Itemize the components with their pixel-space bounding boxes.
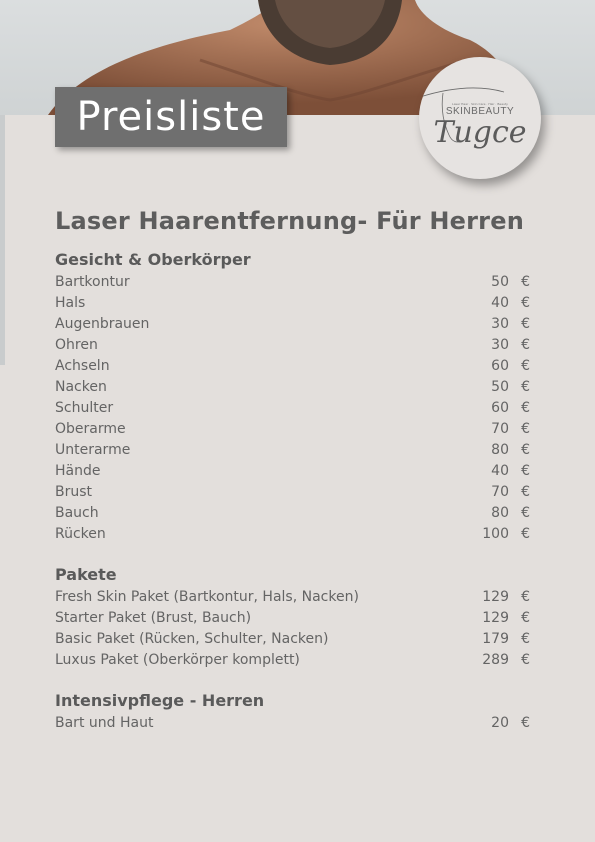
price (491, 295, 530, 311)
price-amount: 40 (491, 294, 509, 311)
price (491, 379, 530, 395)
price (491, 274, 530, 290)
currency-symbol: € (521, 273, 530, 290)
currency-symbol: € (521, 588, 530, 605)
service-name: Achseln (55, 357, 110, 374)
currency-symbol: € (521, 315, 530, 332)
price-amount: 50 (491, 273, 509, 290)
price (491, 400, 530, 416)
price-row (55, 313, 530, 334)
service-name: Rücken (55, 525, 106, 542)
main-heading: Laser Haarentfernung- Für Herren (55, 207, 524, 235)
currency-symbol: € (521, 525, 530, 542)
price-amount: 289 (482, 651, 509, 668)
price-row (55, 628, 530, 649)
logo-name: Tugce (433, 115, 527, 150)
service-name: Brust (55, 483, 93, 500)
service-name: Unterarme (55, 441, 131, 458)
price-amount: 60 (491, 357, 509, 374)
price (491, 715, 530, 731)
price-row (55, 334, 530, 355)
currency-symbol: € (521, 420, 530, 437)
price-amount: 30 (491, 336, 509, 353)
price (482, 526, 530, 542)
price (491, 337, 530, 353)
price (491, 421, 530, 437)
brand-logo (419, 57, 541, 179)
price-amount: 50 (491, 378, 509, 395)
price-amount: 129 (482, 588, 509, 605)
price-row (55, 607, 530, 628)
price (491, 316, 530, 332)
service-name: Bart und Haut (55, 714, 154, 731)
currency-symbol: € (521, 357, 530, 374)
price-amount: 100 (482, 525, 509, 542)
service-name: Basic Paket (Rücken, Schulter, Nacken) (55, 630, 329, 647)
service-name: Hände (55, 462, 101, 479)
currency-symbol: € (521, 294, 530, 311)
price-row (55, 355, 530, 376)
currency-symbol: € (521, 609, 530, 626)
price-amount: 80 (491, 441, 509, 458)
currency-symbol: € (521, 714, 530, 731)
service-name: Ohren (55, 336, 98, 353)
currency-symbol: € (521, 630, 530, 647)
price (491, 463, 530, 479)
price (491, 505, 530, 521)
price-row (55, 418, 530, 439)
section-intensivpflege (55, 690, 530, 733)
section-pakete (55, 564, 530, 670)
service-name: Bartkontur (55, 273, 130, 290)
price-amount: 179 (482, 630, 509, 647)
price-row (55, 481, 530, 502)
title-banner (55, 87, 287, 147)
price-amount: 60 (491, 399, 509, 416)
price (491, 442, 530, 458)
photo-edge (0, 115, 5, 365)
service-name: Nacken (55, 378, 107, 395)
service-name: Fresh Skin Paket (Bartkontur, Hals, Nacken) (55, 588, 359, 605)
service-name: Hals (55, 294, 86, 311)
logo-tagline: Laser Haar · Skin Care · Hair · Beauty (452, 102, 508, 106)
price-row (55, 502, 530, 523)
currency-symbol: € (521, 378, 530, 395)
price-amount: 70 (491, 483, 509, 500)
currency-symbol: € (521, 336, 530, 353)
service-name: Augenbrauen (55, 315, 150, 332)
section-title: Gesicht & Oberkörper (55, 250, 251, 269)
price (482, 589, 530, 605)
currency-symbol: € (521, 441, 530, 458)
section-title: Intensivpflege - Herren (55, 691, 265, 710)
currency-symbol: € (521, 504, 530, 521)
price-amount: 40 (491, 462, 509, 479)
price (482, 631, 530, 647)
price-row (55, 649, 530, 670)
service-name: Bauch (55, 504, 99, 521)
section-gesicht-oberkoerper (55, 249, 530, 544)
page-title: Preisliste (76, 94, 266, 140)
price-amount: 70 (491, 420, 509, 437)
price-row (55, 439, 530, 460)
price-row (55, 523, 530, 544)
price (491, 358, 530, 374)
currency-symbol: € (521, 462, 530, 479)
price (482, 610, 530, 626)
price-row (55, 292, 530, 313)
price-row (55, 376, 530, 397)
price-amount: 30 (491, 315, 509, 332)
currency-symbol: € (521, 483, 530, 500)
service-name: Starter Paket (Brust, Bauch) (55, 609, 252, 626)
service-name: Schulter (55, 399, 114, 416)
price-amount: 129 (482, 609, 509, 626)
price (491, 484, 530, 500)
price-row (55, 397, 530, 418)
section-title: Pakete (55, 565, 117, 584)
price-row (55, 271, 530, 292)
service-name: Oberarme (55, 420, 126, 437)
price-row (55, 712, 530, 733)
price-row (55, 586, 530, 607)
price-amount: 20 (491, 714, 509, 731)
currency-symbol: € (521, 651, 530, 668)
price (482, 652, 530, 668)
service-name: Luxus Paket (Oberkörper komplett) (55, 651, 300, 668)
logo-brand: SKINBEAUTY (445, 106, 515, 117)
currency-symbol: € (521, 399, 530, 416)
price-amount: 80 (491, 504, 509, 521)
price-row (55, 460, 530, 481)
